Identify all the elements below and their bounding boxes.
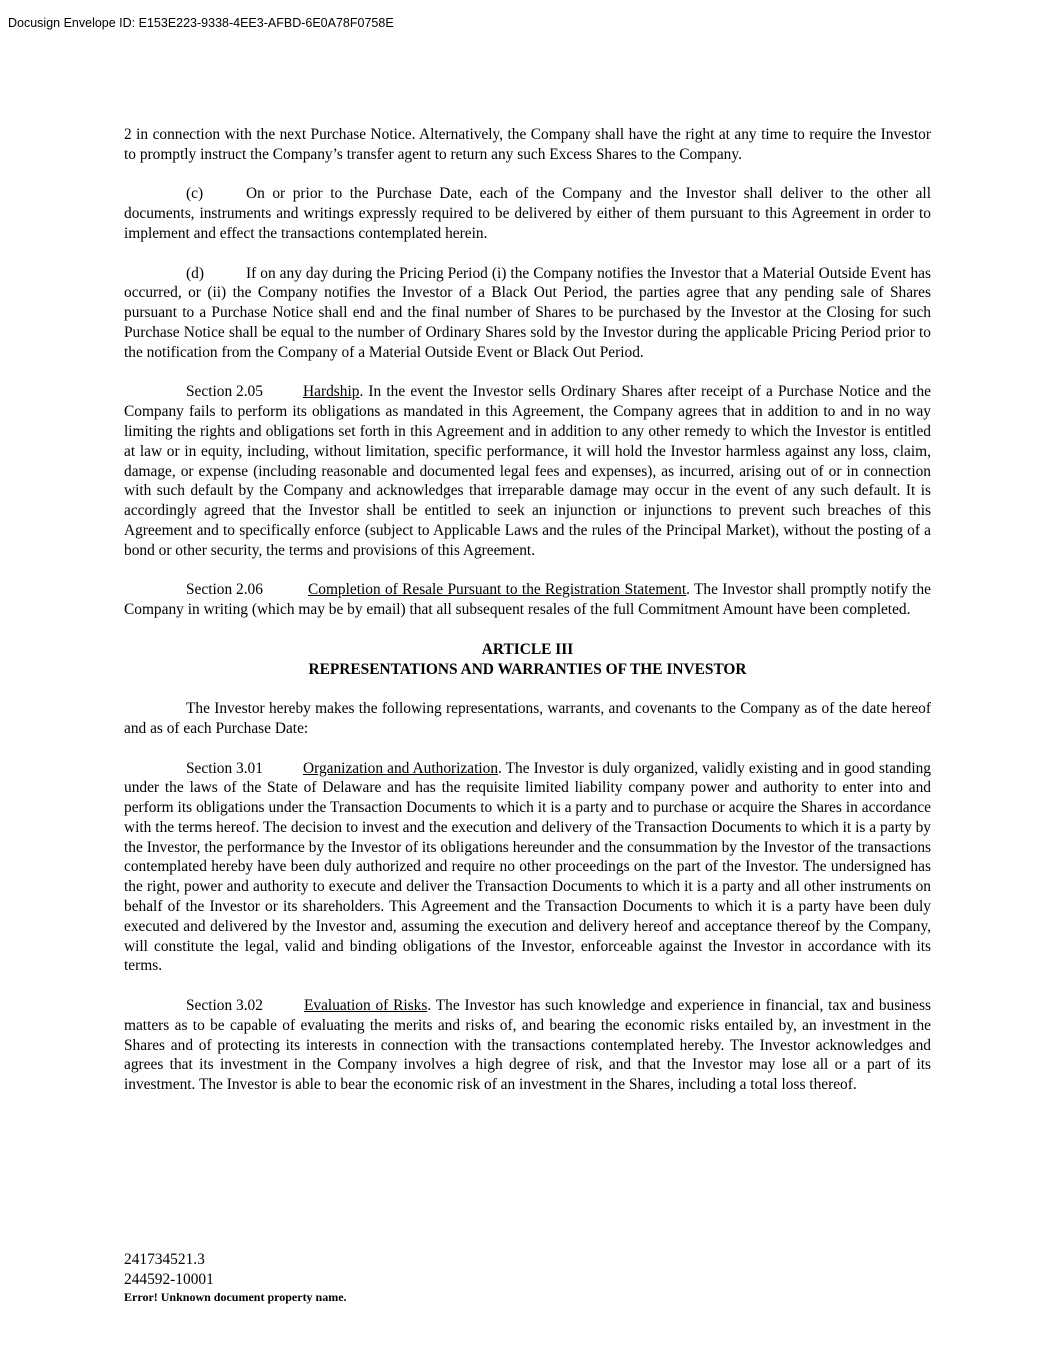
paragraph-d-label: (d) bbox=[186, 264, 204, 282]
section-3-01 bbox=[124, 759, 931, 977]
article-intro-text: The Investor hereby makes the following representations, warrants, and covenants to the Company as of the date hereof and as of each Purchase Date: bbox=[124, 700, 931, 737]
paragraph-c bbox=[124, 184, 931, 243]
paragraph-d bbox=[124, 264, 931, 363]
footer-error-text: Error! Unknown document property name. bbox=[124, 1290, 347, 1304]
section-2-05-title: Hardship bbox=[303, 383, 360, 401]
section-3-01-title: Organization and Authorization bbox=[303, 759, 499, 777]
paragraph-c-label: (c) bbox=[186, 185, 204, 203]
footer-matter-number: 244592-10001 bbox=[124, 1270, 214, 1288]
section-2-05 bbox=[124, 382, 931, 560]
document-body bbox=[124, 125, 931, 1115]
section-3-01-text: . The Investor is duly organized, validly existing and in good standing under the laws of the State of Delaware and has the requisite limited liability company power and authority to enter into and perform its obligations under the Transaction Documents to which it is a party and to purchase or acquire the Shares in accordance with the terms hereof. The decision to invest and the execution and delivery of the Transaction Documents to which it is a party by the Investor, the performance by the Investor of its obligations hereunder and the consummation by the Investor of the transactions contemplated hereby have been duly authorized and require no other proceedings on the part of the Investor. The undersigned has the right, power and authority to execute and deliver the Transaction Documents to which it is a party and all other instruments on behalf of the Investor or its shareholders. This Agreement and the Transaction Documents to which it is a party have been duly executed and delivered by the Investor and, assuming the execution and delivery hereof and acceptance thereof by the Company, will constitute the legal, valid and binding obligations of the Investor, enforceable against the Investor in accordance with its terms. bbox=[124, 759, 931, 975]
section-3-02 bbox=[124, 996, 931, 1095]
section-2-06 bbox=[124, 580, 931, 620]
article-heading bbox=[124, 640, 931, 680]
envelope-id: Docusign Envelope ID: E153E223-9338-4EE3-AFBD-6E0A78F0758E bbox=[8, 16, 394, 30]
section-3-02-title: Evaluation of Risks bbox=[304, 997, 428, 1015]
paragraph-d-text: If on any day during the Pricing Period (i) the Company notifies the Investor that a Material Outside Event has occurred, or (ii) the Company notifies the Investor of a Black Out Period, the parties agree that any pending sale of Shares pursuant to a Purchase Notice shall end and the final number of Shares to be purchased by the Investor at the Closing for such Purchase Notice shall be equal to the number of Ordinary Shares sold by the Investor during the applicable Pricing Period prior to the notification from the Company of a Material Outside Event or Black Out Period. bbox=[124, 264, 931, 361]
paragraph-c-text: On or prior to the Purchase Date, each of the Company and the Investor shall deliver to the other all documents, instruments and writings expressly required to be delivered by either of them pursuant to this Agreement in order to implement and effect the transactions contemplated herein. bbox=[124, 185, 931, 242]
section-3-02-text: . The Investor has such knowledge and experience in financial, tax and business matters as to be capable of evaluating the merits and risks of, and bearing the economic risks entailed by, an investment in the Shares and of protecting its interests in connection with the transactions contemplated hereby. The Investor acknowledges and agrees that its investment in the Company involves a high degree of risk, and that the Investor may lose all or a part of its investment. The Investor is able to bear the economic risk of an investment in the Shares, including a total loss thereof. bbox=[124, 997, 931, 1094]
article-title: REPRESENTATIONS AND WARRANTIES OF THE INVESTOR bbox=[308, 660, 747, 678]
section-2-06-number: Section 2.06 bbox=[186, 581, 263, 599]
section-2-06-title: Completion of Resale Pursuant to the Registration Statement bbox=[308, 581, 687, 599]
article-number: ARTICLE III bbox=[481, 640, 574, 658]
section-2-05-text: . In the event the Investor sells Ordinary Shares after receipt of a Purchase Notice and the Company fails to perform its obligations as mandated in this Agreement, the Company agrees that in addition to and in no way limiting the rights and obligations set forth in this Agreement and in addition to any other remedy to which the Investor is entitled at law or in equity, including, without limitation, specific performance, it will hold the Investor harmless against any loss, claim, damage, or expense (including reasonable and documented legal fees and expenses), as incurred, arising out of or in connection with such default by the Company and acknowledges that irreparable damage may occur in the event of any such default. It is accordingly agreed that the Investor shall be entitled to seek an injunction or injunctions to prevent such breaches of this Agreement and to specifically enforce (subject to Applicable Laws and the rules of the Principal Market), without the posting of a bond or other security, the terms and provisions of this Agreement. bbox=[124, 383, 931, 559]
section-3-01-number: Section 3.01 bbox=[186, 759, 263, 777]
article-intro bbox=[124, 699, 931, 739]
section-2-06-text: . The Investor shall promptly notify the Company in writing (which may be by email) that all subsequent resales of the full Commitment Amount have been completed. bbox=[124, 581, 931, 619]
document-footer bbox=[124, 1250, 347, 1306]
section-2-05-number: Section 2.05 bbox=[186, 383, 263, 401]
section-3-02-number: Section 3.02 bbox=[186, 997, 263, 1015]
footer-doc-number: 241734521.3 bbox=[124, 1251, 205, 1268]
paragraph-continuation: 2 in connection with the next Purchase Notice. Alternatively, the Company shall have the right at any time to require the Investor to promptly instruct the Company’s transfer agent to return any such Excess Shares to the Company. bbox=[124, 126, 931, 163]
